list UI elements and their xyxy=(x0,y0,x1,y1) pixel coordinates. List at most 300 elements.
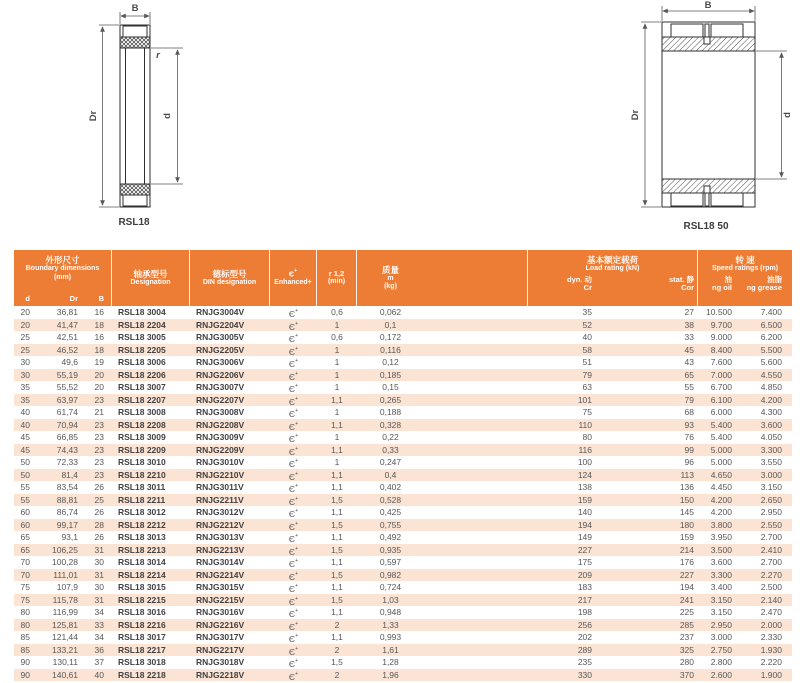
col-dr: 55,19 xyxy=(56,369,78,380)
col-dr: 88,81 xyxy=(56,494,78,505)
col-ng-oil: 7.600 xyxy=(710,357,732,368)
col-b: 16 xyxy=(94,332,104,343)
col-dr: 106,25 xyxy=(52,544,78,555)
col-designation: RSL18 3008 xyxy=(118,407,166,418)
col-designation: RSL18 3015 xyxy=(118,582,166,593)
col-r-min: 1,5 xyxy=(331,519,343,530)
col-din-designation: RNJG2212V xyxy=(196,519,245,530)
col-ng-oil: 3.600 xyxy=(710,557,732,568)
col-din-designation: RNJG3016V xyxy=(196,607,245,618)
col-r-min: 1,5 xyxy=(331,569,343,580)
col-d: 50 xyxy=(20,457,30,468)
col-designation: RSL18 2210 xyxy=(118,469,166,480)
col-din-designation: RNJG3014V xyxy=(196,557,245,568)
col-din-designation: RNJG3004V xyxy=(196,307,245,317)
col-r-min: 1,5 xyxy=(331,494,343,505)
col-cr: 194 xyxy=(577,519,592,530)
col-din-designation: RNJG2216V xyxy=(196,619,245,630)
col-mass: 0,4 xyxy=(384,469,397,480)
col-r-min: 1,5 xyxy=(331,594,343,605)
col-designation: RSL18 2213 xyxy=(118,544,166,555)
col-mass: 0,188 xyxy=(379,407,402,418)
table-row xyxy=(14,606,792,619)
dim-b-right: B xyxy=(704,0,712,11)
col-cor: 45 xyxy=(684,344,694,355)
col-ng-grease: 4.850 xyxy=(760,382,782,393)
col-enhanced: Є+ xyxy=(288,383,299,394)
col-ng-grease: 2.410 xyxy=(760,544,782,555)
table-row xyxy=(14,356,792,369)
col-cr: 101 xyxy=(577,394,592,405)
col-b: 18 xyxy=(94,344,104,355)
col-enhanced: Є+ xyxy=(288,595,299,607)
col-b: 23 xyxy=(94,469,104,480)
col-cor: 214 xyxy=(679,544,694,555)
col-cr: 159 xyxy=(577,494,592,505)
table-row xyxy=(14,619,792,632)
col-cr: 110 xyxy=(578,419,592,430)
table-row xyxy=(14,456,792,469)
col-gap xyxy=(424,669,528,683)
col-r-min: 1 xyxy=(334,344,340,355)
col-d: 70 xyxy=(20,557,30,568)
col-b: 23 xyxy=(94,419,104,430)
col-d: 70 xyxy=(20,569,30,580)
col-ng-oil: 3.300 xyxy=(710,569,732,580)
table-row xyxy=(14,431,792,444)
header-sub-b: B xyxy=(98,293,104,303)
col-r-min: 1,1 xyxy=(331,532,343,543)
col-ng-grease: 6.500 xyxy=(760,319,782,330)
header-mass-unit: (kg) xyxy=(384,283,397,290)
col-d: 20 xyxy=(20,307,30,317)
col-dr: 99,17 xyxy=(56,519,78,530)
col-enhanced: Є+ xyxy=(288,333,299,344)
col-designation: RSL18 2217 xyxy=(118,644,166,655)
col-ng-grease: 3.150 xyxy=(760,482,782,493)
header-designation-zh: 轴承型号 xyxy=(133,268,168,279)
col-enhanced: Є+ xyxy=(288,620,299,632)
header-r-line1: r 1,2 xyxy=(328,268,345,278)
drawing-label-rsl18: RSL18 xyxy=(118,217,150,228)
col-b: 40 xyxy=(94,669,104,680)
col-dr: 70,94 xyxy=(56,419,78,430)
col-mass: 0,062 xyxy=(379,307,402,317)
table-row xyxy=(14,556,792,569)
col-ng-grease: 2.140 xyxy=(760,594,782,605)
header-sub-dyn: dyn. 动 Cr xyxy=(566,274,592,292)
col-mass: 0,247 xyxy=(379,457,402,468)
col-designation: RSL18 2212 xyxy=(118,519,166,530)
col-b: 23 xyxy=(94,457,104,468)
col-enhanced: Є+ xyxy=(288,395,299,407)
inner-ring-hatch-bottom xyxy=(120,184,150,195)
col-cr: 140 xyxy=(577,507,592,518)
col-mass: 0,33 xyxy=(382,444,399,455)
col-r-min: 1,1 xyxy=(331,607,343,618)
table-row xyxy=(14,669,792,682)
col-mass: 0,12 xyxy=(382,357,399,368)
dim-dr-right: Dr xyxy=(630,109,641,121)
col-cor: 33 xyxy=(684,332,694,343)
col-din-designation: RNJG2207V xyxy=(196,394,245,405)
col-cr: 124 xyxy=(577,469,592,480)
col-b: 34 xyxy=(94,632,104,643)
col-b: 21 xyxy=(94,407,104,418)
col-dr: 81,4 xyxy=(61,469,78,480)
col-din-designation: RNJG2209V xyxy=(196,444,245,455)
table-row xyxy=(14,381,792,394)
col-enhanced: Є+ xyxy=(288,545,299,557)
col-cr: 35 xyxy=(582,307,592,317)
col-b: 31 xyxy=(94,569,104,580)
col-d: 30 xyxy=(20,357,30,368)
table-row xyxy=(14,319,792,332)
col-designation: RSL18 3016 xyxy=(118,607,166,618)
col-mass: 0,172 xyxy=(379,332,402,343)
col-cr: 330 xyxy=(577,669,592,680)
col-ng-grease: 3.300 xyxy=(760,444,782,455)
col-cor: 93 xyxy=(684,419,694,430)
col-d: 85 xyxy=(20,644,30,655)
table-row xyxy=(14,519,792,532)
col-dr: 55,52 xyxy=(56,382,78,393)
header-spacer xyxy=(424,250,528,306)
header-mass-zh: 质量 xyxy=(381,264,399,275)
col-b: 23 xyxy=(94,432,104,443)
col-d: 30 xyxy=(20,369,30,380)
col-cor: 176 xyxy=(679,557,694,568)
col-ng-oil: 5.400 xyxy=(710,432,732,443)
table-row xyxy=(14,306,792,319)
col-cor: 145 xyxy=(679,507,694,518)
col-d: 65 xyxy=(20,544,30,555)
table-row xyxy=(14,594,792,607)
col-mass: 1,96 xyxy=(382,669,399,680)
col-enhanced: Є+ xyxy=(288,645,299,657)
table-row xyxy=(14,369,792,382)
col-enhanced: Є+ xyxy=(288,520,299,532)
col-ng-oil: 3.150 xyxy=(710,594,732,605)
col-enhanced: Є+ xyxy=(288,433,299,444)
col-d: 90 xyxy=(20,669,30,680)
col-cor: 55 xyxy=(684,382,694,393)
col-d: 45 xyxy=(20,432,30,443)
col-designation: RSL18 2208 xyxy=(118,419,166,430)
col-ng-oil: 10.500 xyxy=(706,307,732,317)
col-r-min: 1 xyxy=(334,382,340,393)
col-enhanced: Є+ xyxy=(288,533,299,545)
col-cor: 99 xyxy=(684,444,694,455)
col-d: 65 xyxy=(20,532,30,543)
col-cor: 159 xyxy=(679,532,694,543)
col-dr: 42,51 xyxy=(56,332,78,343)
col-enhanced: Є+ xyxy=(288,470,299,482)
col-cor: 180 xyxy=(679,519,694,530)
col-r-min: 1 xyxy=(334,432,340,443)
col-enhanced: Є+ xyxy=(288,658,299,670)
header-r-line2: (min) xyxy=(327,278,346,285)
col-d: 60 xyxy=(20,519,30,530)
col-enhanced: Є+ xyxy=(288,445,299,457)
col-dr: 100,28 xyxy=(52,557,78,568)
col-cr: 217 xyxy=(577,594,592,605)
col-cor: 27 xyxy=(684,307,694,317)
inner-ring-hatch-top xyxy=(120,37,150,48)
col-enhanced: Є+ xyxy=(288,670,299,682)
col-designation: RSL18 3007 xyxy=(118,382,166,393)
col-designation: RSL18 2206 xyxy=(118,369,166,380)
col-r-min: 2 xyxy=(334,669,340,680)
col-dr: 74,43 xyxy=(56,444,78,455)
col-mass: 0,948 xyxy=(379,607,402,618)
col-cor: 113 xyxy=(680,469,694,480)
col-ng-oil: 3.400 xyxy=(710,582,732,593)
col-din-designation: RNJG2215V xyxy=(196,594,245,605)
col-mass: 0,724 xyxy=(379,582,402,593)
col-d: 45 xyxy=(20,444,30,455)
col-d: 25 xyxy=(20,332,30,343)
col-din-designation: RNJG3015V xyxy=(196,582,245,593)
col-b: 26 xyxy=(94,482,104,493)
col-mass: 0,492 xyxy=(379,532,402,543)
col-d: 20 xyxy=(20,319,30,330)
table-row xyxy=(14,406,792,419)
col-r-min: 1 xyxy=(334,357,340,368)
col-enhanced: Є+ xyxy=(288,583,299,595)
header-enhanced-en: Enhanced+ xyxy=(274,279,312,287)
col-r-min: 2 xyxy=(334,644,340,655)
bearing-table xyxy=(14,250,792,681)
col-cr: 75 xyxy=(582,407,592,418)
col-ng-grease: 5.500 xyxy=(760,344,782,355)
table-row xyxy=(14,469,792,482)
col-r-min: 1,1 xyxy=(331,419,343,430)
col-ng-oil: 3.150 xyxy=(710,607,732,618)
col-mass: 0,265 xyxy=(379,394,402,405)
table-row xyxy=(14,481,792,494)
header-sub-d: d xyxy=(25,293,30,303)
col-ng-oil: 4.200 xyxy=(710,494,732,505)
col-cr: 58 xyxy=(582,344,592,355)
table-row xyxy=(14,494,792,507)
col-b: 37 xyxy=(94,657,104,668)
col-dr: 140,61 xyxy=(52,669,78,680)
col-ng-grease: 2.220 xyxy=(760,657,782,668)
col-ng-oil: 4.450 xyxy=(710,482,732,493)
col-enhanced: Є+ xyxy=(288,420,299,432)
table-row xyxy=(14,644,792,657)
col-cor: 194 xyxy=(679,582,694,593)
col-din-designation: RNJG3012V xyxy=(196,507,245,518)
col-din-designation: RNJG3017V xyxy=(196,632,245,643)
col-designation: RSL18 2204 xyxy=(118,319,166,330)
col-b: 23 xyxy=(94,444,104,455)
col-ng-grease: 2.950 xyxy=(760,507,782,518)
table-row xyxy=(14,569,792,582)
col-mass: 0,982 xyxy=(379,569,402,580)
col-b: 20 xyxy=(94,369,104,380)
col-mass: 0,15 xyxy=(382,382,399,393)
col-din-designation: RNJG3010V xyxy=(196,457,245,468)
col-d: 75 xyxy=(20,594,30,605)
col-mass: 0,528 xyxy=(379,494,402,505)
col-b: 20 xyxy=(94,382,104,393)
header-din-designation xyxy=(190,250,270,306)
col-dr: 115,78 xyxy=(52,594,78,605)
col-cor: 65 xyxy=(684,369,694,380)
col-cr: 138 xyxy=(577,482,592,493)
col-cr: 235 xyxy=(577,657,592,668)
col-designation: RSL18 2207 xyxy=(118,394,166,405)
col-ng-grease: 4.550 xyxy=(760,369,782,380)
col-dr: 93,1 xyxy=(61,532,78,543)
col-ng-oil: 2.750 xyxy=(710,644,732,655)
col-mass: 0,116 xyxy=(380,344,401,355)
col-r-min: 1 xyxy=(334,319,340,330)
col-enhanced: Є+ xyxy=(288,358,299,369)
dim-b-left: B xyxy=(131,3,139,14)
col-din-designation: RNJG2217V xyxy=(196,644,245,655)
header-mass-m: m xyxy=(387,274,394,282)
col-ng-grease: 2.650 xyxy=(760,494,782,505)
col-mass: 0,22 xyxy=(382,432,399,443)
col-ng-oil: 5.400 xyxy=(710,419,732,430)
col-dr: 72,33 xyxy=(56,457,78,468)
col-r-min: 1,1 xyxy=(331,507,343,518)
col-designation: RSL18 3011 xyxy=(118,482,166,493)
col-b: 30 xyxy=(94,557,104,568)
col-designation: RSL18 3013 xyxy=(118,532,166,543)
col-ng-grease: 4.300 xyxy=(760,407,782,418)
col-dr: 61,74 xyxy=(56,407,78,418)
col-cr: 209 xyxy=(577,569,592,580)
col-cor: 280 xyxy=(679,657,694,668)
col-dr: 130,11 xyxy=(52,657,78,668)
col-d: 90 xyxy=(20,657,30,668)
col-cr: 175 xyxy=(577,557,592,568)
col-ng-oil: 4.200 xyxy=(710,507,732,518)
col-b: 25 xyxy=(94,494,104,505)
col-cr: 100 xyxy=(577,457,592,468)
drawing-rsl18 xyxy=(120,25,150,207)
col-dr: 66,85 xyxy=(56,432,78,443)
col-d: 60 xyxy=(20,507,30,518)
col-ng-grease: 7.400 xyxy=(760,307,782,317)
col-ng-grease: 2.330 xyxy=(760,632,782,643)
col-ng-grease: 2.550 xyxy=(760,519,782,530)
col-ng-oil: 9.700 xyxy=(710,319,732,330)
col-ng-oil: 5.000 xyxy=(710,444,732,455)
header-boundary-zh: 外形尺寸 xyxy=(45,255,80,265)
col-ng-oil: 6.000 xyxy=(710,407,732,418)
table-row xyxy=(14,581,792,594)
col-cr: 63 xyxy=(582,382,592,393)
drawing-rsl18-50 xyxy=(662,22,755,207)
col-dr: 36,81 xyxy=(56,307,78,317)
header-boundary-en: Boundary dimensions xyxy=(25,265,100,272)
col-enhanced: Є+ xyxy=(288,608,299,620)
col-b: 23 xyxy=(94,394,104,405)
dim-d-left: d xyxy=(162,113,173,119)
header-enhanced xyxy=(270,250,317,306)
col-r-min: 1,5 xyxy=(331,657,343,668)
col-mass: 0,1 xyxy=(384,319,397,330)
col-dr: 41,47 xyxy=(56,319,78,330)
col-enhanced: Є+ xyxy=(288,558,299,570)
col-ng-oil: 9.000 xyxy=(710,332,732,343)
col-cor: 150 xyxy=(679,494,694,505)
table-header xyxy=(14,250,792,306)
col-designation: RSL18 3018 xyxy=(118,657,166,668)
table-row xyxy=(14,631,792,644)
col-ng-oil: 5.000 xyxy=(710,457,732,468)
col-designation: RSL18 3010 xyxy=(118,457,166,468)
col-cor: 237 xyxy=(679,632,694,643)
col-din-designation: RNJG3005V xyxy=(196,332,245,343)
col-enhanced: Є+ xyxy=(288,320,299,332)
col-ng-oil: 2.600 xyxy=(710,669,732,680)
header-r-min xyxy=(317,250,357,306)
col-din-designation: RNJG2206V xyxy=(196,369,245,380)
table-row xyxy=(14,656,792,669)
header-sub-ng-grease: 油脂 ng grease xyxy=(746,274,782,292)
col-r-min: 0,6 xyxy=(331,332,343,343)
header-load-rating xyxy=(528,250,698,306)
col-designation: RSL18 2209 xyxy=(118,444,166,455)
col-designation: RSL18 3012 xyxy=(118,507,166,518)
col-cr: 198 xyxy=(577,607,592,618)
col-din-designation: RNJG2213V xyxy=(196,544,245,555)
col-r-min: 1,1 xyxy=(331,469,343,480)
col-dr: 133,21 xyxy=(52,644,78,655)
col-r-min: 1,1 xyxy=(331,582,343,593)
col-cor: 325 xyxy=(679,644,694,655)
col-r-min: 1 xyxy=(334,369,340,380)
col-mass: 0,993 xyxy=(379,632,402,643)
header-speed-en: Speed ratings (rpm) xyxy=(711,265,779,272)
col-designation: RSL18 3005 xyxy=(118,332,166,343)
col-cr: 51 xyxy=(582,357,592,368)
col-din-designation: RNJG2205V xyxy=(196,344,245,355)
col-b: 18 xyxy=(94,319,104,330)
col-din-designation: RNJG3007V xyxy=(196,382,245,393)
col-d: 85 xyxy=(20,632,30,643)
col-ng-grease: 2.700 xyxy=(760,557,782,568)
col-ng-oil: 8.400 xyxy=(710,344,732,355)
col-mass: 1,28 xyxy=(382,657,399,668)
col-d: 40 xyxy=(20,407,30,418)
col-d: 40 xyxy=(20,419,30,430)
col-ng-oil: 3.500 xyxy=(710,544,732,555)
col-ng-grease: 2.500 xyxy=(760,582,782,593)
table-row xyxy=(14,506,792,519)
col-ng-oil: 3.950 xyxy=(710,532,732,543)
col-dr: 46,52 xyxy=(56,344,78,355)
col-din-designation: RNJG3013V xyxy=(196,532,245,543)
col-cr: 52 xyxy=(582,319,592,330)
col-b: 33 xyxy=(94,619,104,630)
col-d: 75 xyxy=(20,582,30,593)
col-designation: RSL18 3017 xyxy=(118,632,166,643)
col-cr: 116 xyxy=(578,444,592,455)
col-cor: 38 xyxy=(684,319,694,330)
col-cor: 68 xyxy=(684,407,694,418)
col-ng-oil: 4.650 xyxy=(710,469,732,480)
col-mass: 0,597 xyxy=(379,557,402,568)
col-b: 31 xyxy=(94,594,104,605)
col-b: 28 xyxy=(94,519,104,530)
